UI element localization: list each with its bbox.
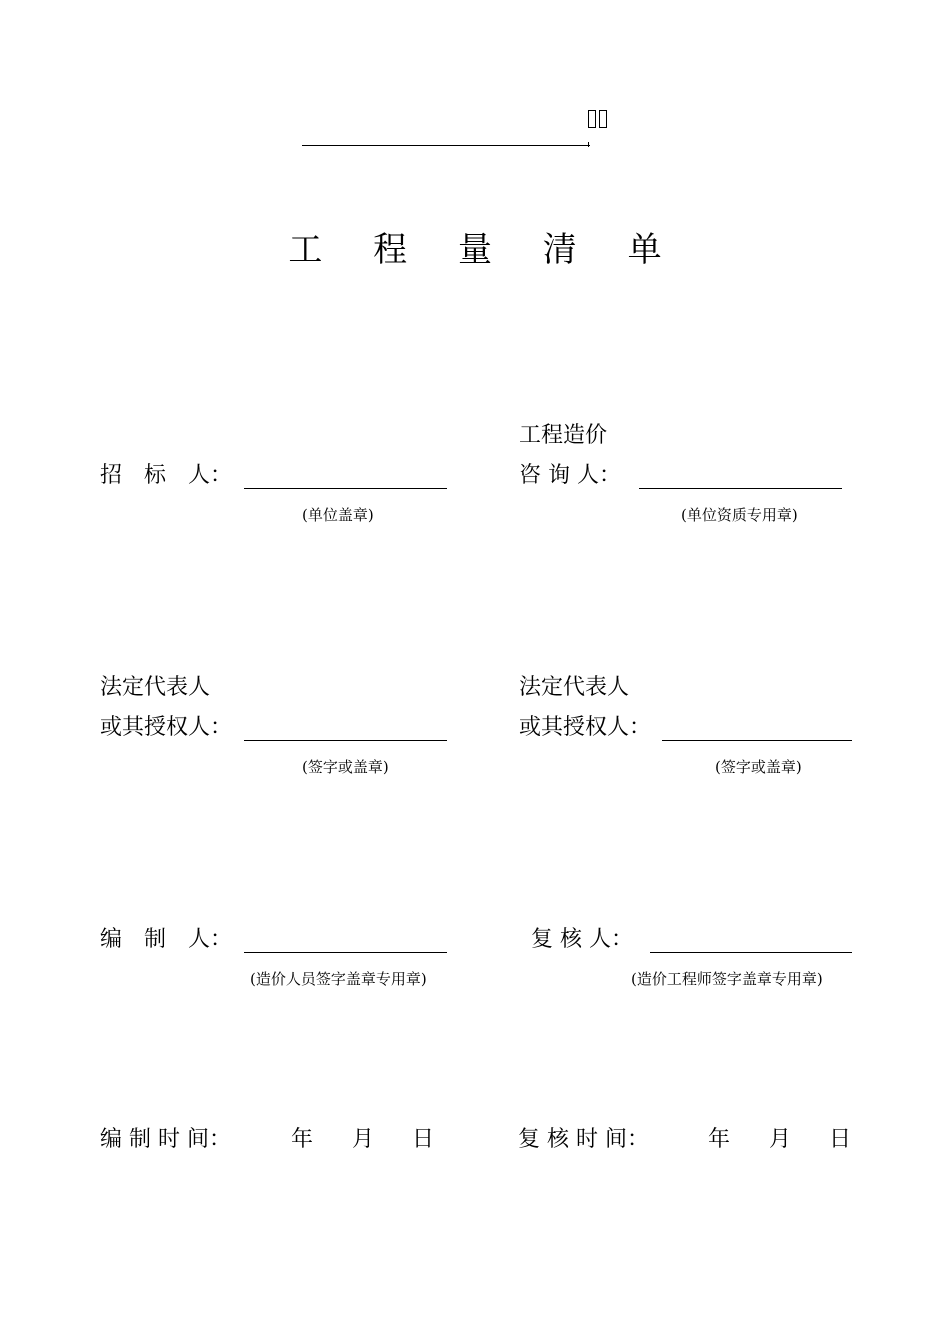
review-year[interactable]: 年 [708,1127,731,1152]
compiler-note: (造价人员签字盖章专用章) [250,970,427,988]
review-time-label: 复 核 时 间： [518,1127,649,1152]
consultant-signature-line[interactable] [639,488,842,489]
right-legal-rep-note: (签字或盖章) [715,758,802,776]
tofu-box-icon [588,110,596,128]
document-title: 工 程 量 清 单 [288,230,682,270]
left-legal-rep-line1: 法定代表人 [100,675,211,700]
compiler-label: 编 制 人： [100,927,233,952]
reviewer-label: 复 核 人： [531,927,633,952]
compile-time-label: 编 制 时 间： [100,1127,231,1152]
consultant-label-line2: 咨 询 人： [519,463,621,488]
review-day[interactable]: 日 [829,1127,852,1152]
tofu-box-icon [599,110,607,128]
left-legal-rep-signature-line[interactable] [244,740,447,741]
review-month[interactable]: 月 [769,1127,792,1152]
compile-year[interactable]: 年 [291,1127,314,1152]
right-legal-rep-signature-line[interactable] [662,740,852,741]
left-legal-rep-note: (签字或盖章) [302,758,389,776]
right-legal-rep-line2: 或其授权人： [519,715,652,740]
consultant-note: (单位资质专用章) [681,506,798,524]
tenderer-note: (单位盖章) [302,506,374,524]
tenderer-label: 招 标 人： [100,463,233,488]
missing-glyphs [588,110,607,128]
project-name-line[interactable] [302,145,590,146]
reviewer-note: (造价工程师签字盖章专用章) [631,970,823,988]
reviewer-signature-line[interactable] [650,952,852,953]
right-legal-rep-line1: 法定代表人 [519,675,630,700]
compiler-signature-line[interactable] [244,952,447,953]
tenderer-signature-line[interactable] [244,488,447,489]
consultant-label-line1: 工程造价 [519,423,608,448]
project-line-tick [588,142,589,147]
compile-day[interactable]: 日 [412,1127,435,1152]
compile-month[interactable]: 月 [352,1127,375,1152]
left-legal-rep-line2: 或其授权人： [100,715,233,740]
